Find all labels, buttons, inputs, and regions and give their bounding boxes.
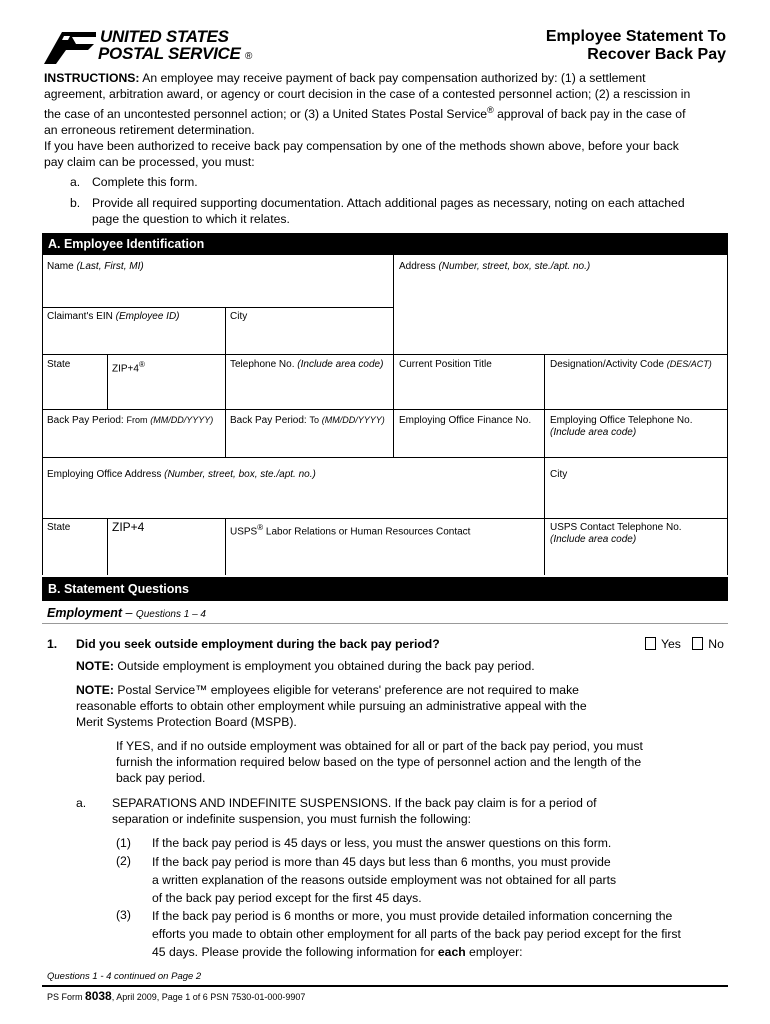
note-text: reasonable efforts to obtain other employment while pursuing an administrative appeal with the: [76, 699, 587, 713]
logo-line2: POSTAL SERVICE: [98, 44, 241, 63]
usps-logo: [42, 26, 253, 66]
field-label: Current Position Title: [399, 359, 492, 370]
item-b-text: [92, 195, 685, 227]
form-title: [546, 28, 726, 64]
item-line: If the back pay period is more than 45 days but less than 6 months, you must provide: [152, 855, 611, 869]
note-text: Merit Systems Protection Board (MSPB).: [76, 715, 297, 729]
field-label: Telephone No.: [230, 359, 295, 370]
q1-note2: [76, 682, 587, 730]
yes-label: Yes: [661, 637, 681, 651]
zip-field[interactable]: [112, 359, 145, 375]
zip2-field[interactable]: [112, 521, 144, 533]
telephone-field[interactable]: [230, 359, 383, 371]
item-a-text: Complete this form.: [92, 175, 198, 189]
field-label: ZIP+4: [112, 520, 145, 534]
city-field[interactable]: [230, 311, 247, 323]
field-hint: (Include area code): [550, 427, 637, 438]
field-label: USPS Contact Telephone No.: [550, 522, 682, 533]
instructions-text: pay claim can be processed, you must:: [44, 155, 255, 169]
continued-text: Questions 1 - 4 continued on Page 2: [47, 971, 202, 982]
item-line: of the back pay period except for the first 45 days.: [152, 891, 422, 905]
field-label: Employing Office Telephone No.: [550, 415, 693, 426]
note-text: Outside employment is employment you obtained during the back pay period.: [117, 659, 535, 673]
item-b-marker: b.: [70, 196, 81, 210]
form-number: 8038: [85, 989, 112, 1003]
field-hint: (MM/DD/YYYY): [321, 415, 385, 425]
instructions-label: INSTRUCTIONS:: [44, 71, 140, 85]
instructions-text: approval of back pay in the case of: [493, 107, 686, 122]
q1a-line: separation or indefinite suspension, you must furnish the following:: [112, 812, 472, 826]
section-a-header: A. Employee Identification: [42, 233, 728, 255]
title-line1: Employee Statement To: [545, 28, 726, 45]
state-field[interactable]: [47, 359, 70, 371]
field-label: Back Pay Period:: [47, 415, 124, 426]
field-label: Name: [47, 261, 74, 272]
q1-question: Did you seek outside employment during the back pay period?: [76, 637, 440, 651]
title-line2: Recover Back Pay: [587, 46, 726, 63]
field-label: Address: [399, 261, 436, 272]
q1-yes-no: [645, 636, 724, 652]
item-1-marker: (1): [116, 836, 131, 850]
field-hint: (Last, First, MI): [76, 261, 144, 272]
back-pay-to-field[interactable]: [230, 415, 385, 427]
item-line: efforts you made to obtain other employment for all parts of the back pay period except for the first: [152, 927, 681, 941]
address-field[interactable]: [399, 261, 590, 273]
item-line: If the back pay period is 6 months or more, you must provide detailed information concerning the: [152, 909, 673, 923]
field-label: State: [47, 522, 71, 533]
field-label: To: [309, 415, 320, 425]
instructions-text: an erroneous retirement determination.: [44, 123, 255, 138]
item-line: a written explanation of the reasons outside employment was not obtained for all parts: [152, 873, 617, 887]
instructions-text: An employee may receive payment of back pay compensation authorized by: (1) a settlement: [142, 71, 646, 85]
continued-note: [47, 971, 201, 983]
office-city-field[interactable]: [550, 469, 567, 481]
eagle-logo-icon: [42, 26, 96, 66]
instructions-p2: [44, 138, 679, 170]
q1-number: 1.: [47, 637, 58, 651]
field-label: Claimant's EIN: [47, 311, 113, 322]
note-label: NOTE:: [76, 683, 114, 697]
logo-reg: ®: [244, 51, 253, 62]
q1-if-yes: [116, 738, 643, 786]
if-yes-text: back pay period.: [116, 771, 206, 785]
field-hint: (DES/ACT): [666, 359, 712, 369]
contact-telephone-field[interactable]: [550, 522, 682, 546]
employment-label: Employment: [47, 606, 123, 620]
instructions-text: If you have been authorized to receive back pay compensation by one of the methods shown above, before your back: [44, 139, 679, 153]
instructions-text: agreement, arbitration award, or agency or court decision in the case of a contested personnel action; (2) a rescission in: [44, 87, 691, 101]
field-label: Employing Office Finance No.: [399, 415, 532, 426]
form-suffix: , April 2009, Page 1 of 6 PSN 7530-01-000-9907: [111, 992, 306, 1002]
field-hint: (Employee ID): [115, 311, 180, 322]
instructions-text: Provide all required supporting documentation. Attach additional pages as necessary, noting on each attached: [92, 196, 685, 210]
field-hint: (Number, street, box, ste./apt. no.): [164, 469, 316, 480]
instructions-text: the case of an uncontested personnel action; or (3) a United States Postal Service: [44, 107, 488, 122]
q1-yes-checkbox[interactable]: [645, 637, 656, 650]
q1a-text: [112, 795, 597, 827]
field-label: From: [126, 415, 148, 425]
field-label: City: [550, 469, 568, 480]
field-label: Back Pay Period:: [230, 415, 307, 426]
item-2-text: [152, 853, 616, 907]
office-telephone-field[interactable]: [550, 415, 693, 439]
item-line: employer:: [465, 945, 523, 959]
field-hint: (Number, street, box, ste./apt. no.): [438, 261, 591, 272]
name-field[interactable]: [47, 261, 144, 273]
section-b-header: B. Statement Questions: [42, 577, 728, 601]
field-hint: (MM/DD/YYYY): [150, 415, 214, 425]
employment-dash: –: [122, 606, 136, 620]
back-pay-from-field[interactable]: [47, 415, 213, 427]
note-label: NOTE:: [76, 659, 114, 673]
item-emphasis: each: [437, 945, 466, 959]
field-hint: (Include area code): [297, 359, 384, 370]
designation-field[interactable]: [550, 359, 712, 371]
if-yes-text: If YES, and if no outside employment was obtained for all or part of the back pay period, you must: [116, 739, 643, 753]
logo-line1: UNITED STATES: [100, 27, 229, 46]
instructions-text: page the question to which it relates.: [92, 212, 290, 226]
item-1-text: If the back pay period is 45 days or less, you must the answer questions on this form.: [152, 836, 612, 850]
field-label: City: [230, 311, 248, 322]
field-label: Labor Relations or Human Resources Contact: [263, 526, 471, 538]
q1-note1: [76, 658, 535, 674]
q1-no-checkbox[interactable]: [692, 637, 703, 650]
item-2-marker: (2): [116, 854, 131, 868]
ein-field[interactable]: [47, 311, 180, 323]
reg-mark: ®: [487, 105, 494, 115]
field-hint: (Include area code): [550, 534, 637, 545]
instructions: [44, 70, 734, 138]
no-label: No: [708, 637, 724, 651]
field-label: Employing Office Address: [47, 469, 162, 480]
item-a-marker: a.: [70, 175, 81, 189]
if-yes-text: furnish the information required below based on the type of personnel action and the length of the: [116, 755, 642, 769]
q1a-marker: a.: [76, 796, 87, 810]
q1a-line: SEPARATIONS AND INDEFINITE SUSPENSIONS. If the back pay claim is for a period of: [112, 796, 597, 810]
field-label: USPS: [230, 526, 258, 538]
reg-mark: ®: [138, 360, 145, 369]
reg-mark: ®: [257, 523, 264, 532]
form-prefix: PS Form: [47, 992, 86, 1002]
finance-no-field[interactable]: [399, 415, 531, 427]
state2-field[interactable]: [47, 522, 70, 534]
item-line: 45 days. Please provide the following information for: [152, 945, 438, 959]
field-label: ZIP+4: [112, 363, 139, 375]
hr-contact-field[interactable]: [230, 522, 470, 538]
employment-subheading: [47, 605, 206, 621]
item-3-text: [152, 907, 681, 961]
office-address-field[interactable]: [47, 469, 316, 481]
note-text: Postal Service™ employees eligible for veterans' preference are not required to make: [117, 683, 579, 697]
position-title-field[interactable]: [399, 359, 492, 371]
employment-range: Questions 1 – 4: [135, 609, 206, 620]
field-label: Designation/Activity Code: [550, 359, 664, 370]
item-3-marker: (3): [116, 908, 131, 922]
field-label: State: [47, 359, 71, 370]
form-footer: [47, 989, 305, 1004]
